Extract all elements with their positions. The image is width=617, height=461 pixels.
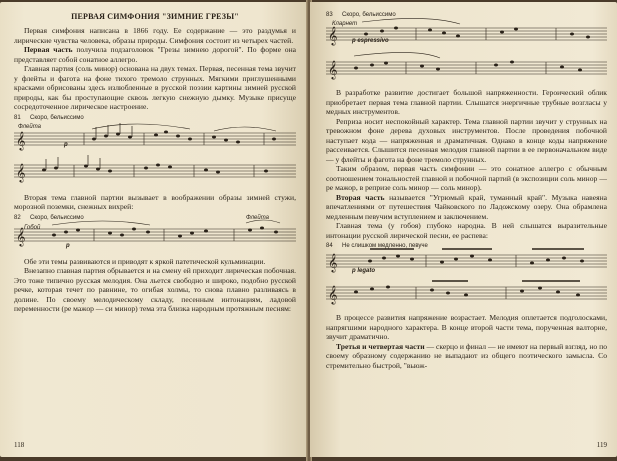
paragraph: Вторая тема главной партии вызывает в воображении образы зимней стужи, морозной поземки, снежных вихрей:: [14, 192, 296, 211]
svg-text:𝄞: 𝄞: [328, 62, 338, 79]
paragraph: [326, 342, 607, 371]
example-number: 83: [326, 12, 333, 18]
svg-text:𝄞: 𝄞: [16, 132, 26, 150]
music-example-82: [14, 215, 296, 253]
music-staff-image: [14, 115, 296, 189]
music-example-84: [326, 243, 607, 309]
svg-text:𝄞: 𝄞: [16, 228, 26, 246]
svg-text:𝄞: 𝄞: [328, 287, 338, 304]
paragraph: [14, 45, 296, 64]
instrument-label: Флейта: [246, 214, 269, 221]
paragraph: Внезапно главная партия обрывается и на смену ей приходит лирическая побочная. Это тоже типично русская мелодия. Она льется свободно и широко, подобно русской речке, которая течет по равнине, то огибая холмы, то снова плавно разливаясь в долине. По своему мелодическому складу, песенным интонациям, ладовой переменности (ре мажор — си минор) тема эта близка народным протяжным песням:: [14, 266, 296, 313]
svg-text:𝄞: 𝄞: [328, 255, 338, 272]
tempo-marking: Скоро, бельиссимо: [30, 114, 84, 121]
tempo-marking: Не слишком медленно, певуче: [342, 243, 428, 249]
music-example-81: [14, 115, 296, 189]
example-number: 81: [14, 114, 21, 121]
bold-term: Третья и четвертая части: [336, 341, 425, 351]
svg-text:𝄞: 𝄞: [16, 164, 26, 182]
left-page: [0, 2, 308, 457]
page-title: ПЕРВАЯ СИМФОНИЯ "ЗИМНИЕ ГРЕЗЫ": [71, 12, 239, 21]
tempo-marking: Скоро, бельиссимо: [30, 214, 84, 221]
dynamic-marking: p: [64, 141, 68, 148]
paragraph-text: получила подзаголовок "Грезы зимнею дорогой". По форме она представляет собой сонатное аллегро.: [14, 45, 297, 64]
paragraph-text: называется "Угрюмый край, туманный край". Музыка навеяна впечатлениями от путешествия Чайковского по Ладожскому озеру. Она обрамлена медленным певучим вступлением и заключением.: [326, 192, 608, 221]
music-staff-image: [326, 243, 607, 309]
svg-text:𝄞: 𝄞: [328, 28, 338, 45]
paragraph: Главная партия (соль минор) основана на двух темах. Первая, песенная тема звучит у флейты и фагота на фоне тихого тремоло струнных. Мягкими приглушенными красками обрисованы здесь излюбленные в русской поэзии картины зимней русской природы, как бы проступающие сквозь легкую снежную дымку. Музыке присуще сосредоточенное лирическое настроение.: [14, 64, 296, 111]
instrument-label: Гобой: [24, 224, 41, 231]
bold-term: Вторая часть: [336, 192, 385, 202]
tempo-marking: Скоро, бельиссимо: [342, 12, 396, 18]
paragraph: [326, 193, 607, 222]
page-number: 118: [14, 441, 25, 449]
bold-term: Первая часть: [24, 45, 73, 54]
example-number: 82: [14, 214, 21, 221]
music-staff-image: [326, 12, 607, 84]
music-example-83: [326, 12, 607, 84]
paragraph: Обе эти темы развиваются и приводят к яркой патетической кульминации.: [24, 256, 266, 266]
dynamic-marking: p espressivo: [352, 38, 389, 44]
paragraph: Таким образом, первая часть симфонии — это сонатное аллегро с обычным соотношением тональностей главной и побочной партий (в экспозиции соль минор — ре мажор, в репризе соль минор — соль минор).: [326, 164, 607, 192]
instrument-label: Флейта: [18, 123, 41, 130]
paragraph: В разработке развитие достигает большой напряженности. Героический облик приобретает первая тема главной партии. Слышатся энергичные трубные возгласы у медных инструментов.: [326, 88, 607, 116]
instrument-label: Кларнет: [332, 21, 358, 27]
right-page: [310, 2, 617, 457]
dynamic-marking: p legato: [352, 268, 376, 274]
paragraph: В процессе развития напряжение возрастает. Мелодия оплетается подголосками, напрягшими народного характера. В конце второй части тема, порученная валторне, звучит драматично.: [326, 313, 607, 341]
paragraph: Главная тема (у гобоя) глубоко народна. В ней слышатся выразительные интонации русской лирической песни, ее распева:: [326, 221, 607, 240]
example-number: 84: [326, 243, 333, 249]
paragraph-text: — скерцо и финал — не имеют на первый взгляд, но по своему образному содержанию не выпадают из общего поэтического замысла. Со стремительно быстрой, "вьюж-: [326, 341, 607, 370]
paragraph: Первая симфония написана в 1866 году. Ее содержание — это раздумья и лирические чувства человека, образы природы. Симфония состоит из четырех частей.: [14, 26, 296, 45]
dynamic-marking: p: [66, 242, 70, 249]
page-number: 119: [596, 441, 607, 449]
paragraph: Реприза носит неспокойный характер. Тема главной партии звучит у струнных на тревожном фоне дерева духовых инструментов. После проведения побочной наступает кода — напряженная и драматичная. Однако в конце коды напряжение рассеивается. Слышится песенная мелодия главной партии в ее первоначальном виде — у флейты и фагота на фоне тремоло струнных.: [326, 116, 607, 164]
